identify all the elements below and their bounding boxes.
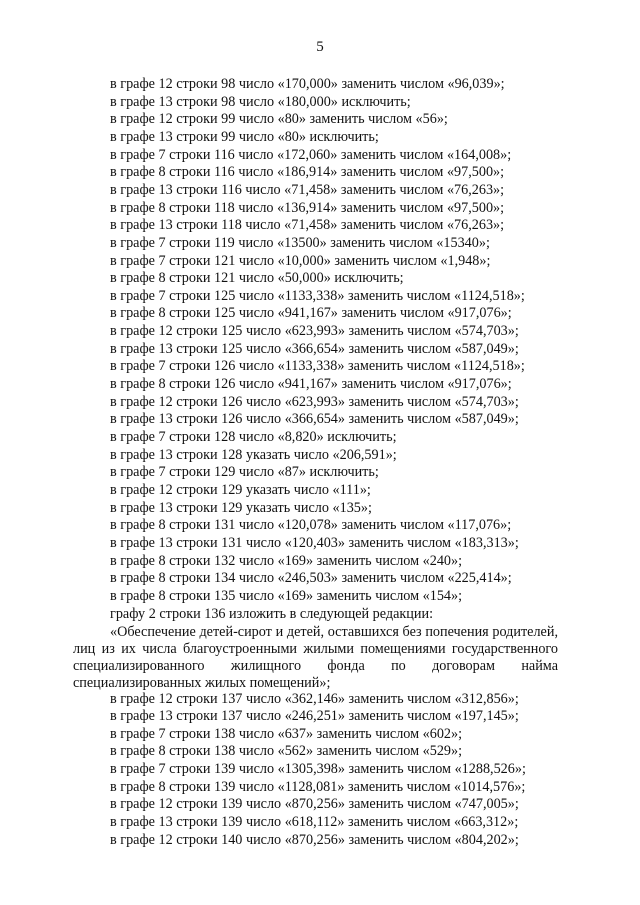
amendment-line: в графе 7 строки 125 число «1133,338» заменить числом «1124,518»; xyxy=(110,287,525,304)
amendment-line: в графе 12 строки 137 число «362,146» заменить числом «312,856»; xyxy=(110,690,519,707)
amendment-line: в графе 12 строки 125 число «623,993» заменить числом «574,703»; xyxy=(110,323,519,340)
quote-line: специализированного жилищного фонда по договорам найма xyxy=(73,657,558,674)
amendment-line: в графе 8 строки 132 число «169» заменить числом «240»; xyxy=(110,552,463,569)
amendment-line: в графе 13 строки 128 указать число «206,591»; xyxy=(110,446,397,463)
amendment-line: в графе 13 строки 131 число «120,403» заменить числом «183,313»; xyxy=(110,534,519,551)
amendment-line: графу 2 строки 136 изложить в следующей редакции: xyxy=(110,605,434,622)
amendment-line: в графе 13 строки 137 число «246,251» заменить числом «197,145»; xyxy=(110,708,519,725)
amendment-line: в графе 7 строки 129 число «87» исключить; xyxy=(110,464,379,481)
amendment-line: в графе 7 строки 116 число «172,060» заменить числом «164,008»; xyxy=(110,146,512,163)
amendment-line: в графе 12 строки 98 число «170,000» заменить числом «96,039»; xyxy=(110,76,505,92)
quoted-text-block xyxy=(73,624,558,692)
amendment-line: в графе 12 строки 99 число «80» заменить числом «56»; xyxy=(110,111,448,128)
amendment-line: в графе 8 строки 139 число «1128,081» заменить числом «1014,576»; xyxy=(110,778,526,795)
amendment-line: в графе 13 строки 99 число «80» исключить; xyxy=(110,128,379,145)
amendment-line: в графе 13 строки 125 число «366,654» заменить числом «587,049»; xyxy=(110,340,519,357)
amendment-line: в графе 13 строки 139 число «618,112» заменить числом «663,312»; xyxy=(110,814,519,830)
amendment-line: в графе 12 строки 139 число «870,256» заменить числом «747,005»; xyxy=(110,796,519,813)
amendment-line: в графе 8 строки 135 число «169» заменить числом «154»; xyxy=(110,587,463,604)
amendment-line: в графе 8 строки 138 число «562» заменить числом «529»; xyxy=(110,743,463,760)
amendment-line: в графе 7 строки 126 число «1133,338» заменить числом «1124,518»; xyxy=(110,358,525,375)
amendment-line: в графе 12 строки 140 число «870,256» заменить числом «804,202»; xyxy=(110,831,519,848)
amendment-line: в графе 8 строки 131 число «120,078» заменить числом «117,076»; xyxy=(110,517,512,534)
amendment-line: в графе 8 строки 116 число «186,914» заменить числом «97,500»; xyxy=(110,164,505,181)
page-number: 5 xyxy=(316,39,324,55)
amendment-line: в графе 12 строки 126 число «623,993» заменить числом «574,703»; xyxy=(110,393,519,410)
amendment-line: в графе 13 строки 98 число «180,000» исключить; xyxy=(110,93,411,110)
amendment-line: в графе 8 строки 134 число «246,503» заменить числом «225,414»; xyxy=(110,570,512,587)
amendment-line: в графе 8 строки 118 число «136,914» заменить числом «97,500»; xyxy=(110,199,505,216)
amendment-line: в графе 8 строки 126 число «941,167» заменить числом «917,076»; xyxy=(110,376,512,392)
amendment-line: в графе 8 строки 125 число «941,167» заменить числом «917,076»; xyxy=(110,305,512,322)
quote-line: «Обеспечение детей-сирот и детей, оставшихся без попечения родителей, xyxy=(110,623,558,640)
amendment-line: в графе 7 строки 119 число «13500» заменить числом «15340»; xyxy=(110,234,490,251)
amendment-line: в графе 7 строки 128 число «8,820» исключить; xyxy=(110,429,397,445)
amendment-line: в графе 7 строки 138 число «637» заменить числом «602»; xyxy=(110,725,463,742)
quote-line: специализированных жилых помещений»; xyxy=(73,674,331,691)
amendment-line: в графе 13 строки 126 число «366,654» заменить числом «587,049»; xyxy=(110,411,519,428)
amendment-line: в графе 7 строки 121 число «10,000» заменить числом «1,948»; xyxy=(110,252,491,269)
quote-line: лиц из их числа благоустроенными жилыми помещениями государственного xyxy=(73,640,558,657)
amendment-line: в графе 12 строки 129 указать число «111»; xyxy=(110,481,371,498)
amendment-line: в графе 13 строки 129 указать число «135»; xyxy=(110,499,372,516)
amendment-line: в графе 8 строки 121 число «50,000» исключить; xyxy=(110,270,404,287)
amendment-line: в графе 13 строки 116 число «71,458» заменить числом «76,263»; xyxy=(110,181,505,198)
amendment-line: в графе 13 строки 118 число «71,458» заменить числом «76,263»; xyxy=(110,217,505,234)
amendment-line: в графе 7 строки 139 число «1305,398» заменить числом «1288,526»; xyxy=(110,761,526,778)
